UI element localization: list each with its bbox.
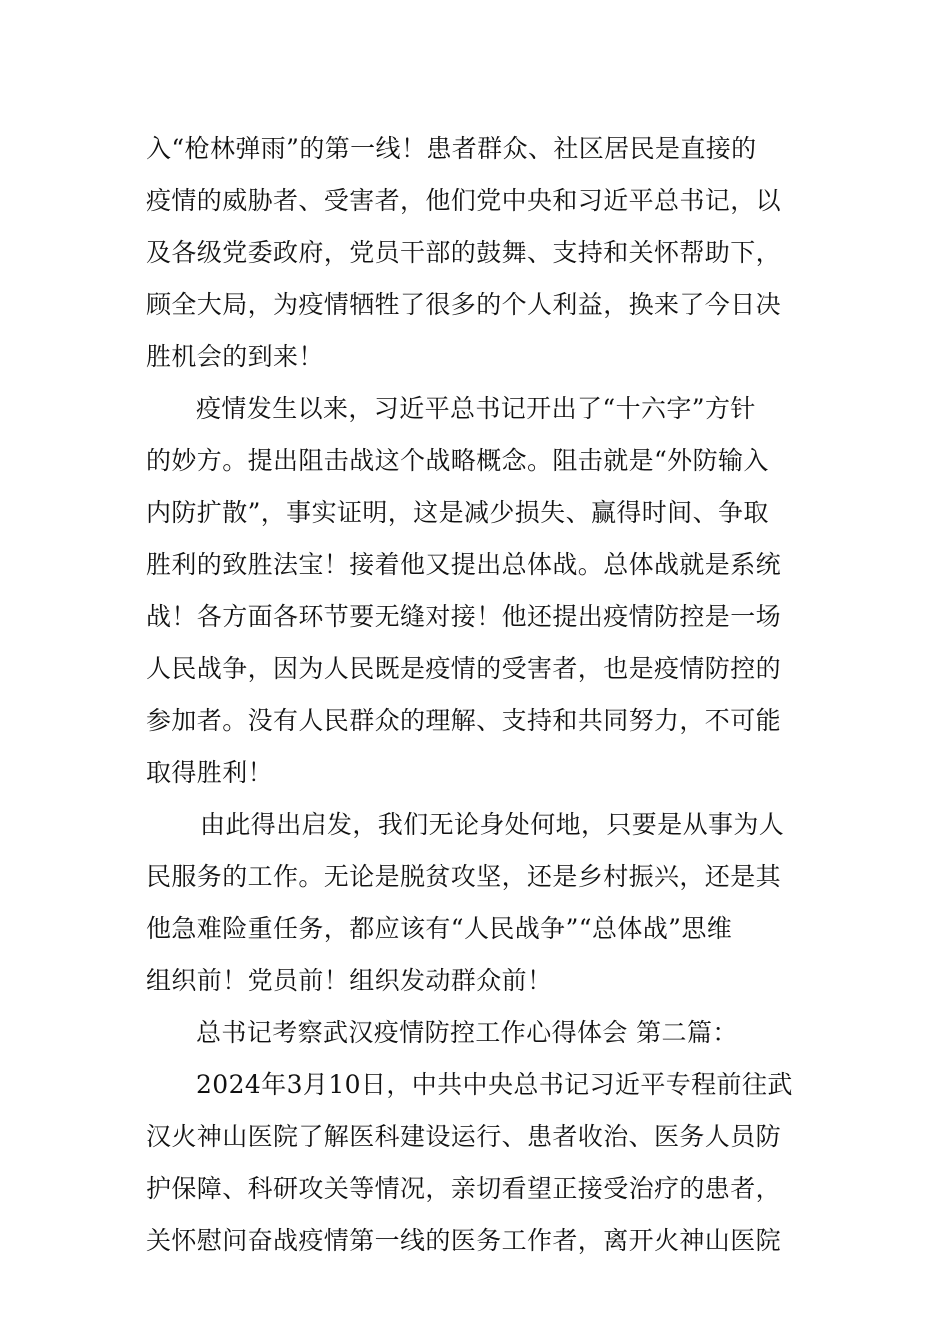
paragraph-start-line: 2024年3月10日，中共中央总书记习近平专程前往武 <box>196 1070 793 1099</box>
text-line: 的妙方。提出阻击战这个战略概念。阻击就是“外防输入 <box>146 446 769 475</box>
paragraph-start-line: 由此得出启发，我们无论身处何地，只要是从事为人 <box>200 810 785 839</box>
paragraph-start-line: 疫情发生以来，习近平总书记开出了“十六字”方针 <box>196 394 756 423</box>
section-heading: 总书记考察武汉疫情防控工作心得体会 第二篇： <box>196 1018 738 1047</box>
text-line: 组织前！党员前！组织发动群众前！ <box>146 966 553 995</box>
text-line: 胜机会的到来！ <box>146 342 324 371</box>
text-line: 及各级党委政府，党员干部的鼓舞、支持和关怀帮助下， <box>146 238 782 267</box>
text-line: 顾全大局，为疫情牺牲了很多的个人利益，换来了今日决 <box>146 290 782 319</box>
text-line: 他急难险重任务，都应该有“人民战争”“总体战”思维 <box>146 914 733 943</box>
text-line: 民服务的工作。无论是脱贫攻坚，还是乡村振兴，还是其 <box>146 862 782 891</box>
text-line: 胜利的致胜法宝！接着他又提出总体战。总体战就是系统 <box>146 550 782 579</box>
text-line: 护保障、科研攻关等情况，亲切看望正接受治疗的患者， <box>146 1174 782 1203</box>
text-line: 内防扩散”，事实证明，这是减少损失、赢得时间、争取 <box>146 498 769 527</box>
text-line: 取得胜利！ <box>146 758 274 787</box>
text-line: 入“枪林弹雨”的第一线！患者群众、社区居民是直接的 <box>146 134 757 163</box>
text-line: 参加者。没有人民群众的理解、支持和共同努力，不可能 <box>146 706 782 735</box>
text-line: 疫情的威胁者、受害者，他们党中央和习近平总书记，以 <box>146 186 782 215</box>
text-line: 人民战争，因为人民既是疫情的受害者，也是疫情防控的 <box>146 654 782 683</box>
text-line: 关怀慰问奋战疫情第一线的医务工作者，离开火神山医院 <box>146 1226 782 1255</box>
text-line: 汉火神山医院了解医科建设运行、患者收治、医务人员防 <box>146 1122 782 1151</box>
text-line: 战！各方面各环节要无缝对接！他还提出疫情防控是一场 <box>146 602 782 631</box>
